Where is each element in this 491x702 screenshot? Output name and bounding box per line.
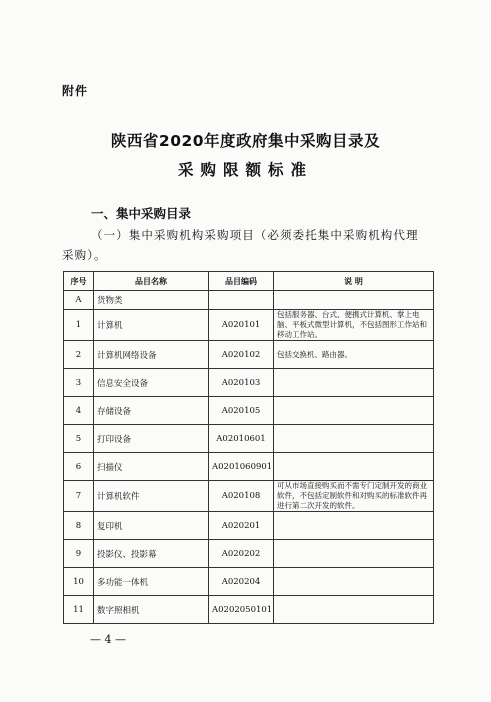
cell-note: 可从市场直接购买而不需专门定制开发的商业软件，不包括定制软件和对购买的标准软件再进行第二次开发的软件。 bbox=[274, 481, 434, 512]
table-row bbox=[64, 540, 434, 568]
document-title-line-2: 采购限额标准 bbox=[177, 161, 313, 179]
document-title-line-1: 陕西省2020年度政府集中采购目录及 bbox=[110, 132, 381, 150]
subsection-heading-line-1: （一）集中采购机构采购项目（必须委托集中采购机构代理 bbox=[91, 228, 419, 242]
table-row bbox=[64, 596, 434, 624]
cell-note bbox=[274, 596, 434, 624]
cell-item-name: 计算机 bbox=[94, 310, 209, 341]
table-row bbox=[64, 291, 434, 310]
cell-item-code: A020108 bbox=[209, 481, 274, 512]
table-body bbox=[64, 291, 434, 624]
cell-no: 1 bbox=[64, 310, 94, 341]
cell-item-name: 打印设备 bbox=[94, 425, 209, 453]
cell-note bbox=[274, 512, 434, 540]
attachment-label: 附件 bbox=[62, 84, 89, 98]
table-row bbox=[64, 397, 434, 425]
cell-item-code: A0201060901 bbox=[209, 453, 274, 481]
table-header-row bbox=[64, 272, 434, 291]
cell-no: A bbox=[64, 291, 94, 310]
table-row bbox=[64, 453, 434, 481]
cell-item-name: 数字照相机 bbox=[94, 596, 209, 624]
section-heading: 一、集中采购目录 bbox=[91, 206, 192, 221]
cell-no: 6 bbox=[64, 453, 94, 481]
cell-item-code: A020103 bbox=[209, 369, 274, 397]
cell-item-code: A020202 bbox=[209, 540, 274, 568]
cell-item-name: 存储设备 bbox=[94, 397, 209, 425]
column-header-name: 品目名称 bbox=[94, 272, 209, 291]
cell-note bbox=[274, 291, 434, 310]
cell-note bbox=[274, 369, 434, 397]
cell-note bbox=[274, 453, 434, 481]
cell-item-code: A0202050101 bbox=[209, 596, 274, 624]
cell-no: 9 bbox=[64, 540, 94, 568]
cell-item-code: A020204 bbox=[209, 568, 274, 596]
cell-item-code: A020102 bbox=[209, 341, 274, 369]
cell-item-code: A020101 bbox=[209, 310, 274, 341]
cell-item-code: A02010601 bbox=[209, 425, 274, 453]
cell-note bbox=[274, 540, 434, 568]
cell-item-name: 计算机网络设备 bbox=[94, 341, 209, 369]
cell-no: 8 bbox=[64, 512, 94, 540]
cell-item-name: 复印机 bbox=[94, 512, 209, 540]
cell-item-name: 信息安全设备 bbox=[94, 369, 209, 397]
table-row bbox=[64, 425, 434, 453]
cell-no: 10 bbox=[64, 568, 94, 596]
cell-no: 7 bbox=[64, 481, 94, 512]
cell-note: 包括交换机、路由器。 bbox=[274, 341, 434, 369]
cell-no: 11 bbox=[64, 596, 94, 624]
cell-item-code bbox=[209, 291, 274, 310]
cell-item-name: 投影仪、投影幕 bbox=[94, 540, 209, 568]
cell-note: 包括服务器、台式、便携式计算机、掌上电脑、平板式微型计算机，不包括图形工作站和移动工作站。 bbox=[274, 310, 434, 341]
subsection-heading bbox=[62, 225, 431, 265]
cell-note bbox=[274, 397, 434, 425]
table-row bbox=[64, 341, 434, 369]
cell-item-name: 计算机软件 bbox=[94, 481, 209, 512]
cell-note bbox=[274, 425, 434, 453]
cell-no: 4 bbox=[64, 397, 94, 425]
cell-item-code: A020105 bbox=[209, 397, 274, 425]
column-header-no: 序号 bbox=[64, 272, 94, 291]
column-header-code: 品目编码 bbox=[209, 272, 274, 291]
page-number: — 4 — bbox=[90, 633, 126, 646]
cell-item-code: A020201 bbox=[209, 512, 274, 540]
column-header-note: 说 明 bbox=[274, 272, 434, 291]
table-row bbox=[64, 481, 434, 512]
table-row bbox=[64, 369, 434, 397]
table-row bbox=[64, 512, 434, 540]
subsection-heading-line-2: 采购）。 bbox=[62, 248, 107, 262]
cell-no: 2 bbox=[64, 341, 94, 369]
table-row bbox=[64, 310, 434, 341]
procurement-catalog-table bbox=[63, 271, 434, 624]
cell-no: 5 bbox=[64, 425, 94, 453]
cell-item-name: 扫描仪 bbox=[94, 453, 209, 481]
cell-note bbox=[274, 568, 434, 596]
cell-no: 3 bbox=[64, 369, 94, 397]
table-row bbox=[64, 568, 434, 596]
cell-item-name: 货物类 bbox=[94, 291, 209, 310]
cell-item-name: 多功能一体机 bbox=[94, 568, 209, 596]
